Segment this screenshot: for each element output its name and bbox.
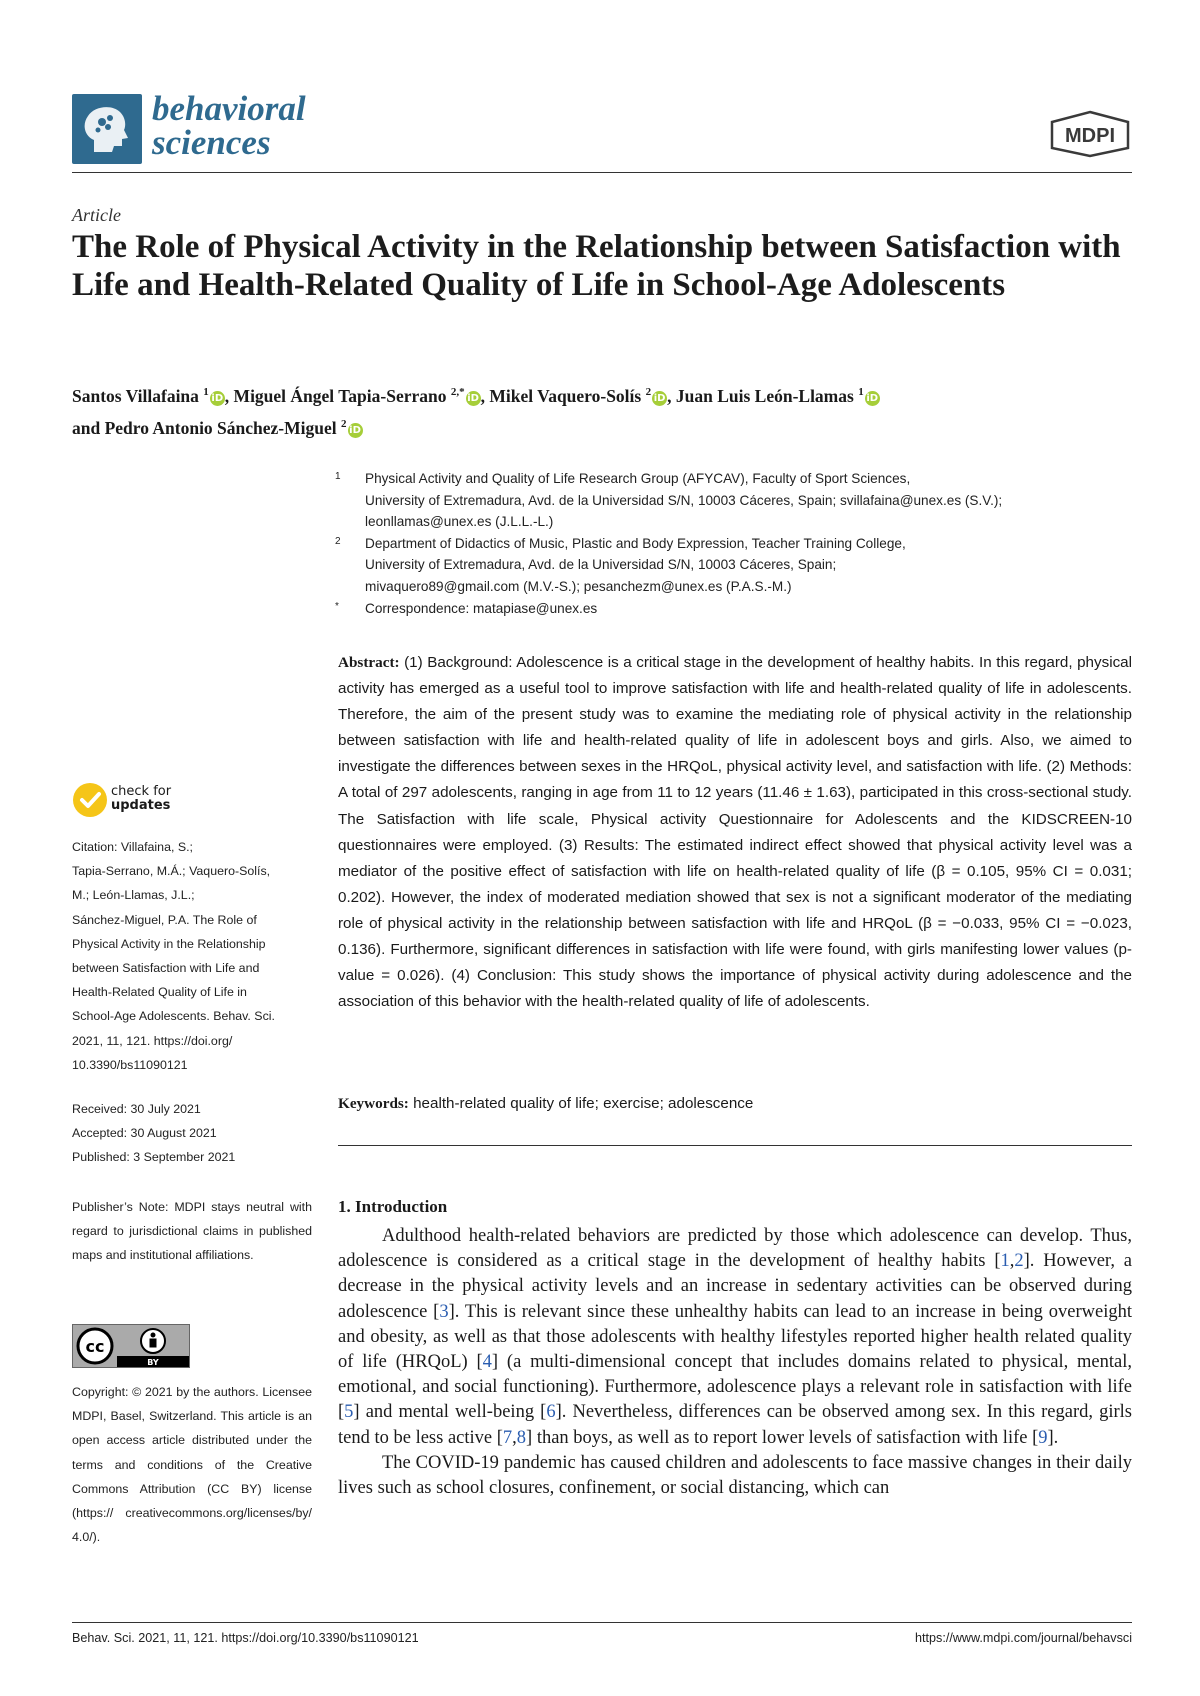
keywords-label: Keywords: <box>338 1095 409 1112</box>
author-name: Miguel Ángel Tapia-Serrano <box>233 386 447 406</box>
copyright-notice: Copyright: © 2021 by the authors. Licensee MDPI, Basel, Switzerland. This article is an open access article distributed under the terms and conditions of the Creative Commons Attribution (CC BY) license (https:// creativecommons.org/licenses/by/ 4.0/). <box>72 1385 312 1545</box>
author-connector: and <box>72 418 101 438</box>
affiliation-line: mivaquero89@gmail.com (M.V.-S.); pesanchezm@unex.es (P.A.S.-M.) <box>365 578 792 594</box>
date-published: Published: 3 September 2021 <box>72 1150 236 1165</box>
paragraph-text: Adulthood health-related behaviors are predicted by those which adolescence can develop. Thus, adolescence is considered as a critical stage in the development of healthy habits [ <box>338 1226 1132 1272</box>
footer-divider <box>72 1622 1132 1623</box>
citation-line: School-Age Adolescents. Behav. Sci. <box>72 1009 275 1024</box>
paragraph-text: ]. This is relevant since these unhealthy habits can lead to an increase in being overweight and obesity, as well as that those adolescents with healthy lifestyles reported higher health related quality of life (HRQoL) [ <box>338 1301 1132 1373</box>
reference-link[interactable]: 1 <box>1000 1251 1010 1272</box>
author-affil-marker: 1 <box>203 386 209 398</box>
affiliation-line: University of Extremadura, Avd. de la Universidad S/N, 10003 Cáceres, Spain; <box>365 557 837 573</box>
citation-line: between Satisfaction with Life and <box>72 961 260 976</box>
abstract <box>338 650 1132 1015</box>
publisher-name: MDPI <box>1065 125 1115 147</box>
author-name: Juan Luis León-Llamas <box>675 386 854 406</box>
cc-by-license-icon[interactable] <box>72 1324 190 1368</box>
footer-citation[interactable]: Behav. Sci. 2021, 11, 121. https://doi.org/10.3390/bs11090121 <box>72 1631 419 1645</box>
paragraph-text: ] and mental well-being [ <box>353 1402 547 1423</box>
orcid-icon[interactable]: iD <box>349 425 361 436</box>
abstract-label: Abstract: <box>338 654 400 671</box>
paper-title: The Role of Physical Activity in the Relationship between Satisfaction with Life and Health-Related Quality of Life in School-Age Adolescents <box>72 229 1121 303</box>
article-type: Article <box>72 205 121 225</box>
cc-by-text: BY <box>147 1358 159 1367</box>
paragraph-text: ]. Nevertheless, differences can be observed among sex. In this regard, girls tend to be less active [ <box>338 1402 1132 1448</box>
citation-line: 10.3390/bs11090121 <box>72 1057 188 1072</box>
section-heading: 1. Introduction <box>338 1197 448 1216</box>
publication-dates <box>72 1097 312 1170</box>
affiliation-line: Physical Activity and Quality of Life Research Group (AFYCAV), Faculty of Sport Sciences, <box>365 471 911 486</box>
citation-line: Health-Related Quality of Life in <box>72 985 247 1000</box>
paragraph-text: ] than boys, as well as to report lower levels of satisfaction with life [ <box>526 1427 1039 1448</box>
reference-link[interactable]: 8 <box>516 1427 527 1448</box>
journal-logo <box>72 94 142 164</box>
journal-name-line1: behavioral <box>152 89 306 128</box>
affiliation-line: Department of Didactics of Music, Plastic and Body Expression, Teacher Training College, <box>365 535 906 551</box>
reference-link[interactable]: 2 <box>1014 1251 1024 1272</box>
introduction-paragraph: The COVID-19 pandemic has caused children and adolescents to face massive changes in their daily lives such as school closures, confinement, or social distancing, which can <box>338 1452 1132 1499</box>
affiliation-number: * <box>335 600 339 612</box>
check-for-updates-line2: updates <box>111 798 171 813</box>
reference-link[interactable]: 6 <box>546 1402 556 1423</box>
publisher-logo <box>1048 110 1132 158</box>
date-received: Received: 30 July 2021 <box>72 1102 201 1116</box>
introduction-body <box>338 1224 1132 1501</box>
paragraph-text: , <box>1009 1251 1015 1272</box>
keywords-text: health-related quality of life; exercise; adolescence <box>413 1095 754 1112</box>
citation-block <box>72 835 312 1077</box>
check-for-updates-link[interactable] <box>111 785 171 813</box>
author-list: Santos Villafaina $^1$iD, Miguel Ángel Tapia-Serrano $^{2,*}$iD, Mikel Vaquero-Solís $^2$iD, Juan Luis León-Llamas $^1$iD and Pedro Antonio Sánchez-Miguel $^2$iD <box>72 386 879 438</box>
reference-link[interactable]: 9 <box>1038 1427 1048 1448</box>
orcid-icon[interactable]: iD <box>211 393 224 404</box>
citation-line: 2021, 11, 121. https://doi.org/ <box>72 1033 233 1048</box>
keywords <box>338 1095 1132 1113</box>
paragraph-text: , <box>512 1427 517 1448</box>
affiliation-line: University of Extremadura, Avd. de la Universidad S/N, 10003 Cáceres, Spain; svillafaina@unex.es (S.V.); <box>365 492 1003 508</box>
citation-line: Tapia-Serrano, M.Á.; Vaquero-Solís, <box>72 864 271 879</box>
cc-icon-text: cc <box>85 1337 105 1356</box>
author-affil-marker: 2,* <box>450 386 465 398</box>
check-for-updates-icon[interactable] <box>72 782 108 818</box>
paragraph-text: ] (a multi-dimensional concept that includes domains related to physical, mental, emotional, and social functioning). Furthermore, adolescence plays a relevant role in satisfaction with life [ <box>338 1352 1133 1423</box>
orcid-icon[interactable]: iD <box>653 393 666 404</box>
paragraph-text: ]. However, a decrease in the physical activity levels and an increase in sedentary activities can be observed during adolescence [ <box>338 1251 1133 1322</box>
affiliation-item <box>335 598 1135 620</box>
citation-line: Physical Activity in the Relationship <box>72 936 266 951</box>
publisher-note: Publisher’s Note: MDPI stays neutral with regard to jurisdictional claims in published maps and institutional affiliations. <box>72 1200 312 1263</box>
affiliation-item <box>335 533 1135 598</box>
author-name: Pedro Antonio Sánchez-Miguel <box>104 418 337 438</box>
affiliation-item <box>335 468 1135 533</box>
section-divider <box>338 1145 1132 1146</box>
citation-line: Citation: Villafaina, S.; <box>72 840 193 854</box>
abstract-text: (1) Background: Adolescence is a critical stage in the development of healthy habits. In this regard, physical activity has emerged as a useful tool to improve satisfaction with life and health-related quality of life in adolescents. Therefore, the aim of the present study was to examine the mediating role of physical activity in the relationship between satisfaction with life and health-related quality of life in adolescent boys and girls. Also, we aimed to investigate the differences between sexes in the HRQoL, physical activity level, and satisfaction with life. (2) Methods: A total of 297 adolescents, ranging in age from 11 to 12 years (11.46 ± 1.63), participated in this cross-sectional study. The Satisfaction with life scale, Physical activity Questionnaire for Adolescents and the KIDSCREEN-10 questionnaires were employed. (3) Results: The estimated indirect effect showed that physical activity level was a mediator of the positive effect of satisfaction with life on health-related quality of life (β = 0.105, 95% CI = 0.031; 0.202). However, the index of moderated mediation showed that sex is not a significant moderator of the mediating role of physical activity in the relationship between satisfaction with life and HRQoL (β = −0.033, 95% CI = −0.023, 0.136). Furthermore, significant differences in satisfaction with life were found, with girls manifesting lower values (p-value = 0.026). (4) Conclusion: This study shows the importance of physical activity during adolescence and the association of this behavior with the health-related quality of life of adolescents. <box>338 654 1132 1011</box>
paragraph-text: ]. <box>1047 1427 1059 1448</box>
reference-link[interactable]: 3 <box>439 1301 449 1322</box>
affiliation-number: 2 <box>335 535 341 547</box>
introduction-paragraph <box>338 1224 1132 1451</box>
journal-name <box>152 89 306 162</box>
reference-link[interactable]: 5 <box>344 1402 354 1423</box>
author-affil-marker: 2 <box>645 386 652 398</box>
author-name: Mikel Vaquero-Solís <box>489 386 642 406</box>
reference-link[interactable]: 4 <box>482 1352 492 1373</box>
affiliations <box>335 468 1135 619</box>
author-affil-marker: 2 <box>341 418 347 430</box>
affiliation-number: 1 <box>335 471 341 482</box>
correspondence-line: Correspondence: matapiase@unex.es <box>365 600 598 616</box>
footer-journal-url[interactable]: https://www.mdpi.com/journal/behavsci <box>915 1631 1132 1645</box>
reference-link[interactable]: 7 <box>502 1427 513 1448</box>
orcid-icon[interactable]: iD <box>467 393 479 404</box>
citation-line: Sánchez-Miguel, P.A. The Role of <box>72 912 257 927</box>
author-name: Santos Villafaina <box>72 386 199 406</box>
header-divider <box>72 172 1132 173</box>
affiliation-line: leonllamas@unex.es (J.L.L.-L.) <box>365 514 554 530</box>
author-affil-marker: 1 <box>858 386 864 398</box>
citation-line: M.; León-Llamas, J.L.; <box>72 888 195 903</box>
check-for-updates-line1: check for <box>111 784 172 799</box>
orcid-icon[interactable]: iD <box>866 393 879 404</box>
journal-name-line2: sciences <box>152 123 271 162</box>
date-accepted: Accepted: 30 August 2021 <box>72 1126 217 1141</box>
